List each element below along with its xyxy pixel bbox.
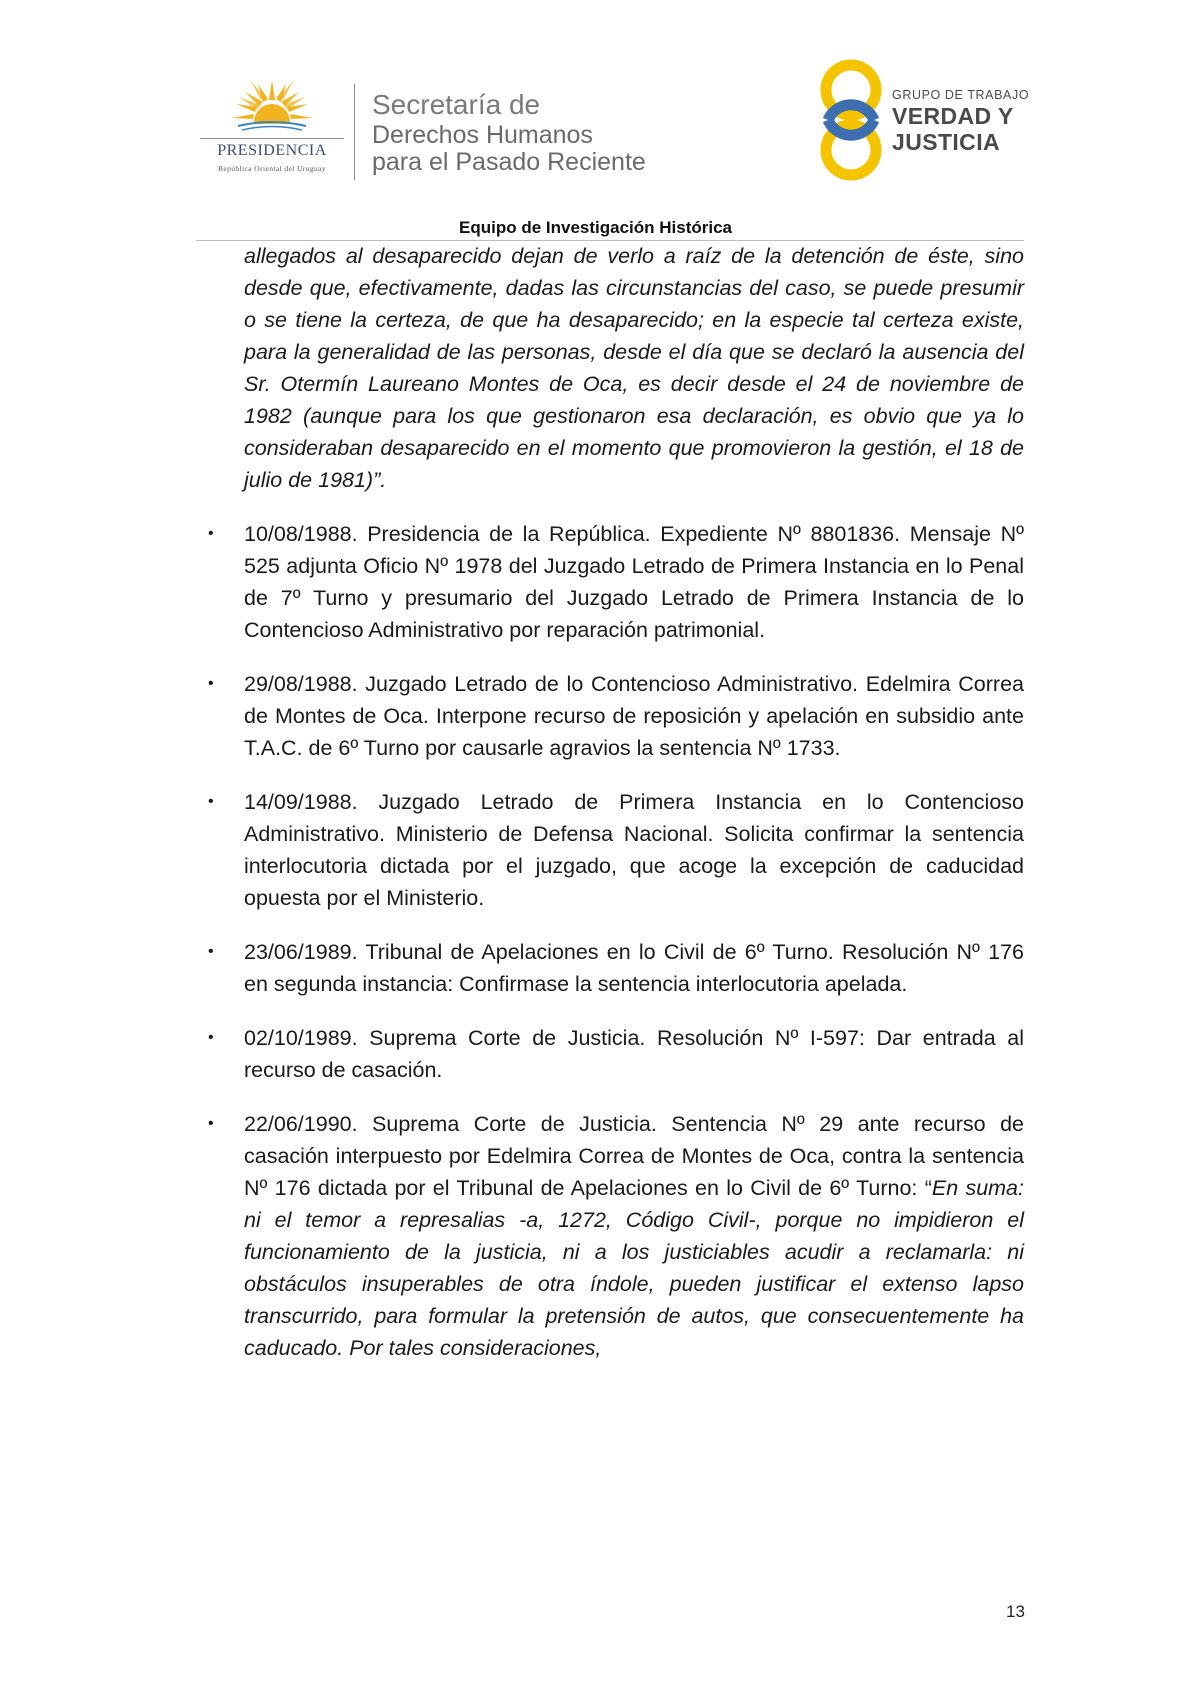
list-item <box>208 936 1024 1000</box>
list-item <box>208 518 1024 646</box>
secretaria-line2: Derechos Humanos <box>372 121 593 149</box>
entry-text: 14/09/1988. Juzgado Letrado de Primera Instancia en lo Contencioso Administrativo. Ministerio de Defensa Nacional. Solicita confirmar la sentencia interlocutoria dictada por el juzgado, que acoge la excepción de caducidad opuesta por el Ministerio. <box>244 790 1024 910</box>
secretaria-line3: para el Pasado Reciente <box>372 148 646 176</box>
header-divider <box>354 84 355 180</box>
presidencia-name: PRESIDENCIA <box>217 142 327 159</box>
entry-text: 02/10/1989. Suprema Corte de Justicia. Resolución Nº I-597: Dar entrada al recurso de casación. <box>244 1026 1024 1082</box>
presidencia-logo <box>196 78 348 178</box>
entry-text-plain: 22/06/1990. Suprema Corte de Justicia. Sentencia Nº 29 ante recurso de casación interpuesto por Edelmira Correa de Montes de Oca, contra la sentencia Nº 176 dictada por el Tribunal de Apelaciones en lo Civil de 6º Turno: “ <box>244 1112 1024 1200</box>
list-item <box>208 786 1024 914</box>
verdad-justicia-rings-icon <box>818 56 884 184</box>
bullet-icon: • <box>208 1115 214 1132</box>
grupo-line1: GRUPO DE TRABAJO <box>892 88 1030 102</box>
bullet-icon: • <box>208 1029 214 1046</box>
equipo-title: Equipo de Investigación Histórica <box>459 218 732 237</box>
page-number: 13 <box>1006 1602 1025 1621</box>
secretaria-line1: Secretaría de <box>372 89 541 120</box>
entry-text <box>244 1108 1024 1364</box>
entry-text: 10/08/1988. Presidencia de la República. Expediente Nº 8801836. Mensaje Nº 525 adjunta Oficio Nº 1978 del Juzgado Letrado de Primera Instancia en lo Penal de 7º Turno y presumario del Juzgado Letrado de Primera Instancia de lo Contencioso Administrativo por reparación patrimonial. <box>244 522 1024 642</box>
secretaria-logo-text <box>372 88 646 176</box>
entry-text: 23/06/1989. Tribunal de Apelaciones en lo Civil de 6º Turno. Resolución Nº 176 en segunda instancia: Confirmase la sentencia interlocutoria apelada. <box>244 940 1024 996</box>
document-body <box>208 240 1024 1386</box>
quote-continuation: allegados al desaparecido dejan de verlo a raíz de la detención de éste, sino desde que, efectivamente, dadas las circunstancias del caso, se puede presumir o se tiene la certeza, de que ha desaparecido; en la especie tal certeza existe, para la generalidad de las personas, desde el día que se declaró la ausencia del Sr. Otermín Laureano Montes de Oca, es decir desde el 24 de noviembre de 1982 (aunque para los que gestionaron esa declaración, es obvio que ya lo consideraban desaparecido en el momento que promovieron la gestión, el 18 de julio de 1981)”. <box>244 244 1024 492</box>
entry-quote-italic: En suma: ni el temor a represalias -a, 1272, Código Civil-, porque no impidieron el funcionamiento de la justicia, ni a los justiciables acudir a reclamarla: ni obstáculos insuperables de otra índole, pueden justificar el extenso lapso transcurrido, para formular la pretensión de autos, que consecuentemente ha caducado. Por tales consideraciones, <box>244 1176 1024 1360</box>
list-item <box>208 1022 1024 1086</box>
page-header <box>0 0 1191 240</box>
presidencia-subtitle: República Oriental del Uruguay <box>217 164 326 173</box>
verdad-justicia-text <box>892 88 1029 155</box>
list-item <box>208 668 1024 764</box>
list-item <box>208 1108 1024 1364</box>
entry-text: 29/08/1988. Juzgado Letrado de lo Contencioso Administrativo. Edelmira Correa de Montes de Oca. Interpone recurso de reposición y apelación en subsidio ante T.A.C. de 6º Turno por causarle agravios la sentencia Nº 1733. <box>244 672 1024 760</box>
presidencia-rule <box>200 138 344 139</box>
bullet-icon: • <box>208 675 214 692</box>
bullet-icon: • <box>208 525 214 542</box>
sun-emblem-icon <box>228 78 316 138</box>
grupo-line3: JUSTICIA <box>892 129 1000 155</box>
grupo-line2: VERDAD Y <box>892 103 1014 129</box>
bullet-icon: • <box>208 793 214 810</box>
bullet-icon: • <box>208 943 214 960</box>
